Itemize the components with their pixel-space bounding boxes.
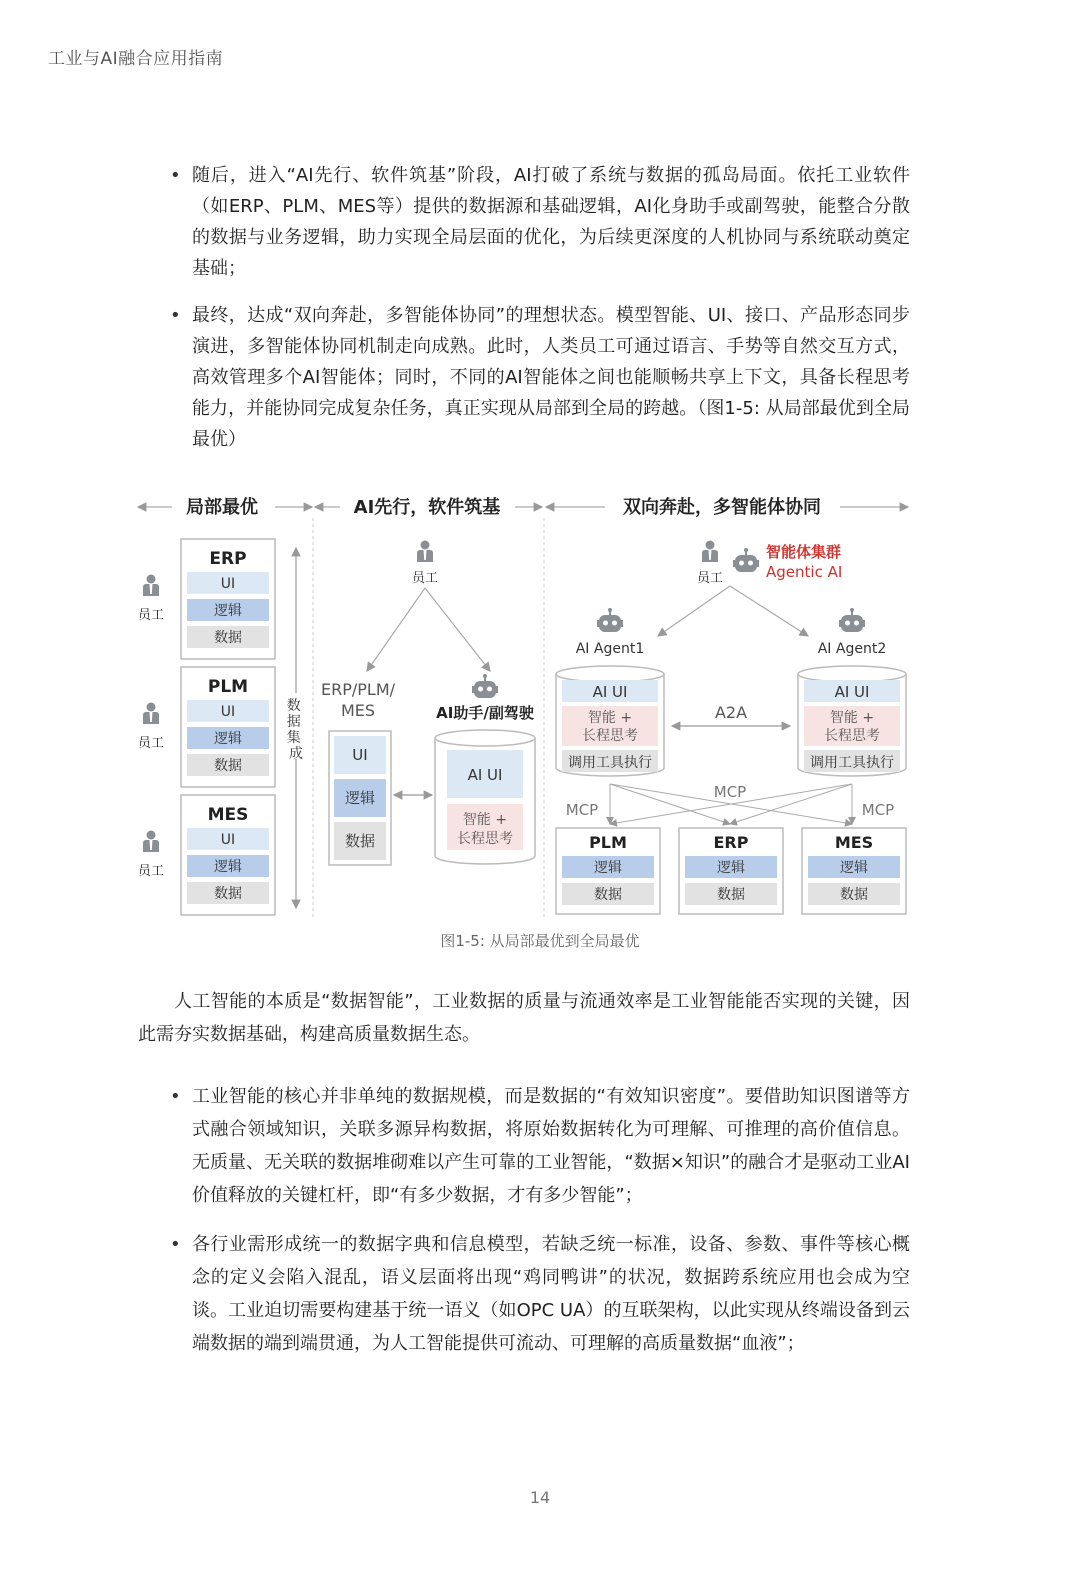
person-icon	[143, 575, 159, 597]
bullet-list-bottom	[170, 1080, 910, 1360]
copilot-cylinder	[435, 730, 535, 864]
system-name: ERP	[209, 549, 247, 569]
bullet-text: 工业智能的核心并非单纯的数据规模，而是数据的“有效知识密度”。要借助知识图谱等方式融合领域知识，关联多源异构数据，将原始数据转化为可理解、可推理的高价值信息。无质量、无关联的数据堆砌难以产生可靠的工业智能，“数据×知识”的融合才是驱动工业AI价值释放的关键杠杆，即“有多少数据，才有多少智能”；	[192, 1086, 910, 1206]
person-icon	[417, 541, 433, 563]
logic-layer: 逻辑	[214, 603, 242, 619]
data-layer: 数据	[344, 832, 376, 850]
stage2-title: AI先行，软件筑基	[353, 497, 501, 518]
stage3-box-mes	[802, 828, 906, 914]
body-paragraph: 人工智能的本质是“数据智能”，工业数据的质量与流通效率是工业智能能否实现的关键，因此需夯实数据基础，构建高质量数据生态。	[138, 991, 910, 1045]
data-layer: 数据	[214, 630, 242, 646]
logic-layer: 逻辑	[214, 731, 242, 747]
tool-call-layer: 调用工具执行	[568, 755, 652, 771]
logic-layer: 逻辑	[594, 860, 622, 876]
agent1-cylinder	[556, 666, 664, 776]
bullet-text: 各行业需形成统一的数据字典和信息模型，若缺乏统一标准，设备、参数、事件等核心概念的定义会陷入混乱，语义层面将出现“鸡同鸭讲”的状况，数据跨系统应用也会成为空谈。工业迫切需要构建基于统一语义（如OPC UA）的互联架构，以此实现从终端设备到云端数据的端到端贯通，为人工智能提供可流动、可理解的高质量数据“血液”；	[192, 1234, 910, 1354]
ui-layer: UI	[220, 832, 236, 848]
bullet-dot: •	[170, 1234, 181, 1255]
tool-call-layer: 调用工具执行	[810, 755, 894, 771]
logic-layer: 逻辑	[840, 860, 868, 876]
figure-caption: 图1-5: 从局部最优到全局最优	[440, 932, 640, 950]
list-item	[170, 300, 910, 455]
agent2-label: AI Agent2	[817, 641, 887, 657]
mcp-label: MCP	[565, 801, 599, 819]
system-box-mes	[181, 795, 275, 915]
stage1-title: 局部最优	[186, 497, 258, 518]
system-name: PLM	[589, 833, 627, 852]
page-number: 14	[529, 1488, 551, 1507]
system-box-plm	[181, 667, 275, 787]
system-name: PLM	[207, 677, 249, 697]
system-name: MES	[834, 833, 874, 852]
robot-icon	[597, 608, 623, 632]
smart-layer: 长程思考	[582, 728, 638, 744]
person-icon	[143, 703, 159, 725]
ui-layer: UI	[352, 746, 368, 764]
list-item	[170, 160, 910, 284]
mcp-label: MCP	[861, 801, 895, 819]
logic-layer: 逻辑	[344, 789, 376, 807]
robot-icon	[839, 608, 865, 632]
stage3-title: 双向奔赴，多智能体协同	[623, 497, 821, 518]
logic-layer: 逻辑	[717, 860, 745, 876]
data-layer: 数据	[840, 887, 868, 903]
data-layer: 数据	[594, 887, 622, 903]
figure-local-to-global	[130, 488, 920, 958]
ai-ui-layer: AI UI	[592, 683, 628, 701]
document-header: 工业与AI融合应用指南	[48, 49, 224, 69]
stage2-system-name: ERP/PLM/	[320, 680, 396, 699]
employee-label: 员工	[696, 571, 724, 586]
stage2-system-box	[329, 731, 391, 865]
data-layer: 数据	[214, 758, 242, 774]
agent2-cylinder	[798, 666, 906, 776]
smart-layer: 智能 +	[829, 710, 875, 726]
system-name: ERP	[713, 833, 749, 852]
agent1-label: AI Agent1	[575, 641, 645, 657]
stage3-box-erp	[679, 828, 783, 914]
system-box-erp	[181, 539, 275, 659]
integration-label: 数 据 集 成	[286, 698, 303, 762]
logic-layer: 逻辑	[214, 859, 242, 875]
ai-ui-layer: AI UI	[467, 766, 503, 784]
bullet-list-top	[170, 160, 910, 455]
stage2-system-name: MES	[340, 701, 376, 720]
person-icon	[702, 541, 718, 563]
cluster-en-label: Agentic AI	[766, 563, 843, 581]
mcp-label: MCP	[713, 783, 747, 801]
smart-layer: 长程思考	[824, 728, 880, 744]
employee-label: 员工	[137, 736, 165, 751]
ui-layer: UI	[220, 576, 236, 592]
ui-layer: UI	[220, 704, 236, 720]
a2a-label: A2A	[714, 703, 748, 722]
data-layer: 数据	[717, 887, 745, 903]
list-item	[170, 1080, 910, 1212]
employee-label: 员工	[411, 571, 439, 586]
bullet-text: 随后，进入“AI先行、软件筑基”阶段，AI打破了系统与数据的孤岛局面。依托工业软件（如ERP、PLM、MES等）提供的数据源和基础逻辑，AI化身助手或副驾驶，能整合分散的数据与业务逻辑，助力实现全局层面的优化，为后续更深度的人机协同与系统联动奠定基础；	[192, 165, 910, 279]
figure-diagram	[130, 488, 920, 928]
list-item	[170, 1228, 910, 1360]
system-name: MES	[207, 805, 249, 825]
bullet-text: 最终，达成“双向奔赴，多智能体协同”的理想状态。模型智能、UI、接口、产品形态同步演进，多智能体协同机制走向成熟。此时，人类员工可通过语言、手势等自然交互方式，高效管理多个AI智能体；同时，不同的AI智能体之间也能顺畅共享上下文，具备长程思考能力，并能协同完成复杂任务，真正实现从局部到全局的跨越。（图1-5: 从局部最优到全局最优）	[192, 305, 910, 450]
person-icon	[143, 831, 159, 853]
ai-ui-layer: AI UI	[834, 683, 870, 701]
smart-layer: 长程思考	[457, 831, 513, 847]
robot-icon	[472, 674, 498, 698]
bullet-dot: •	[170, 165, 181, 186]
bullet-dot: •	[170, 305, 181, 326]
robot-icon	[733, 548, 759, 572]
bullet-dot: •	[170, 1086, 181, 1107]
smart-layer: 智能 +	[462, 812, 508, 828]
copilot-title: AI助手/副驾驶	[436, 704, 534, 722]
data-layer: 数据	[214, 886, 242, 902]
stage3-box-plm	[556, 828, 660, 914]
employee-label: 员工	[137, 608, 165, 623]
smart-layer: 智能 +	[587, 710, 633, 726]
cluster-cn-label: 智能体集群	[766, 543, 842, 561]
employee-label: 员工	[137, 864, 165, 879]
